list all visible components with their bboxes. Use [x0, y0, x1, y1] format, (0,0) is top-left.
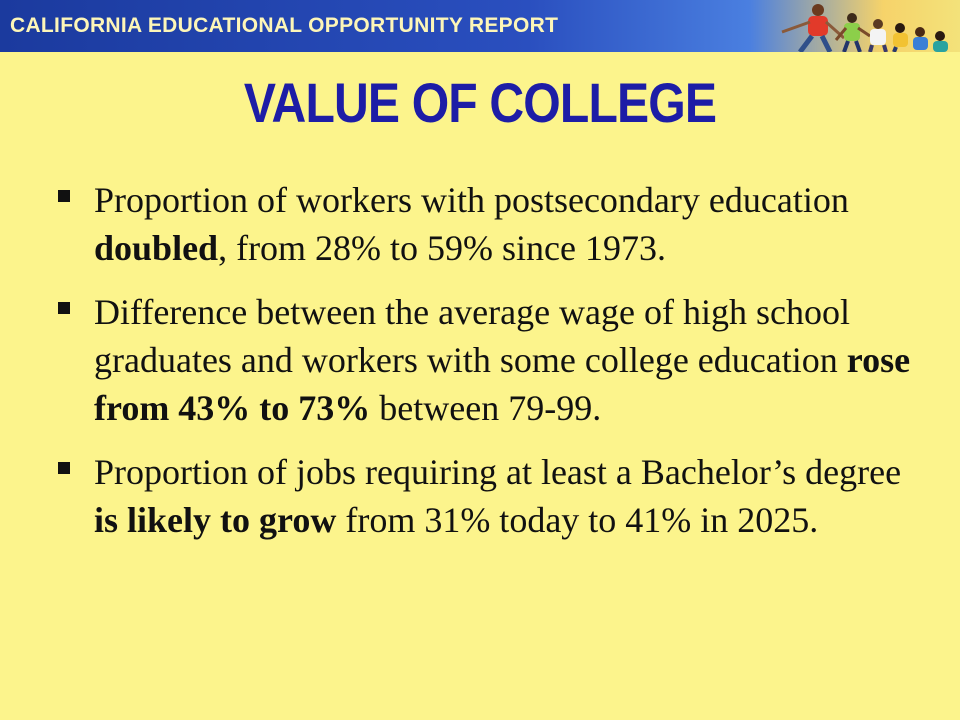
square-bullet-icon — [58, 462, 70, 474]
jumping-students-illustration — [760, 0, 960, 52]
bullet-text — [94, 176, 918, 272]
bullet-text — [94, 448, 918, 544]
list-item — [58, 288, 918, 432]
bullet-text-plain: Proportion of workers with postsecondary education — [94, 180, 849, 220]
bullet-text-plain: Proportion of jobs requiring at least a Bachelor’s degree — [94, 452, 902, 492]
list-item — [58, 176, 918, 272]
report-title: CALIFORNIA EDUCATIONAL OPPORTUNITY REPORT — [10, 14, 559, 37]
bullet-text-plain: between 79-99. — [370, 388, 602, 428]
bullet-text-bold: is likely to grow — [94, 500, 337, 540]
square-bullet-icon — [58, 190, 70, 202]
bullet-text-bold: rose from 43% to 73% — [94, 340, 911, 428]
bullet-text-plain: , from 28% to 59% since 1973. — [218, 228, 667, 268]
bullet-text-plain: Difference between the average wage of high school graduates and workers with some college education — [94, 292, 850, 380]
list-item — [58, 448, 918, 544]
bullet-text-plain: from 31% today to 41% in 2025. — [336, 500, 819, 540]
bullet-list — [58, 176, 918, 560]
bullet-text — [94, 288, 918, 432]
header-banner — [0, 0, 960, 52]
bullet-text-bold: doubled — [94, 228, 219, 268]
slide-title: VALUE OF COLLEGE — [243, 71, 717, 134]
square-bullet-icon — [58, 302, 70, 314]
